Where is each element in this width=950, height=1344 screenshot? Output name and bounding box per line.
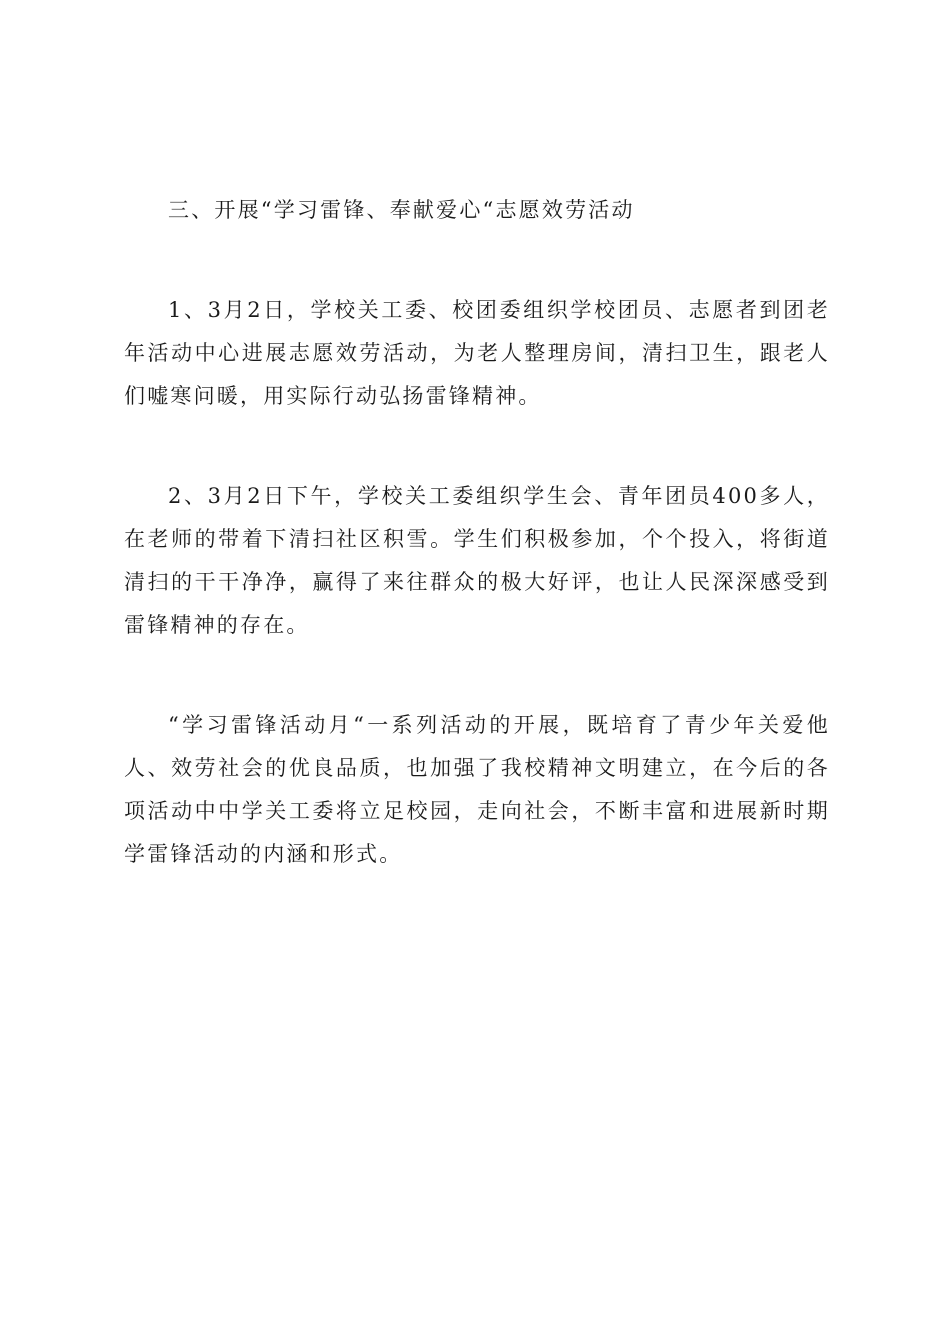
- document-body: [124, 189, 830, 876]
- paragraph-1: 1、3月2日，学校关工委、校团委组织学校团员、志愿者到团老年活动中心进展志愿效劳活动，为老人整理房间，清扫卫生，跟老人们嘘寒问暖，用实际行动弘扬雷锋精神。: [124, 298, 830, 408]
- section-heading: 三、开展“学习雷锋、奉献爱心“志愿效劳活动: [168, 198, 635, 222]
- paragraph-2: 2、3月2日下午，学校关工委组织学生会、青年团员400多人，在老师的带着下清扫社区积雪。学生们积极参加，个个投入，将街道清扫的干干净净，赢得了来往群众的极大好评，也让人民深深感受到雷锋精神的存在。: [124, 484, 830, 637]
- paragraph-3: “学习雷锋活动月“一系列活动的开展，既培育了青少年关爱他人、效劳社会的优良品质，也加强了我校精神文明建立，在今后的各项活动中中学关工委将立足校园，走向社会，不断丰富和进展新时期学雷锋活动的内涵和形式。: [124, 713, 830, 866]
